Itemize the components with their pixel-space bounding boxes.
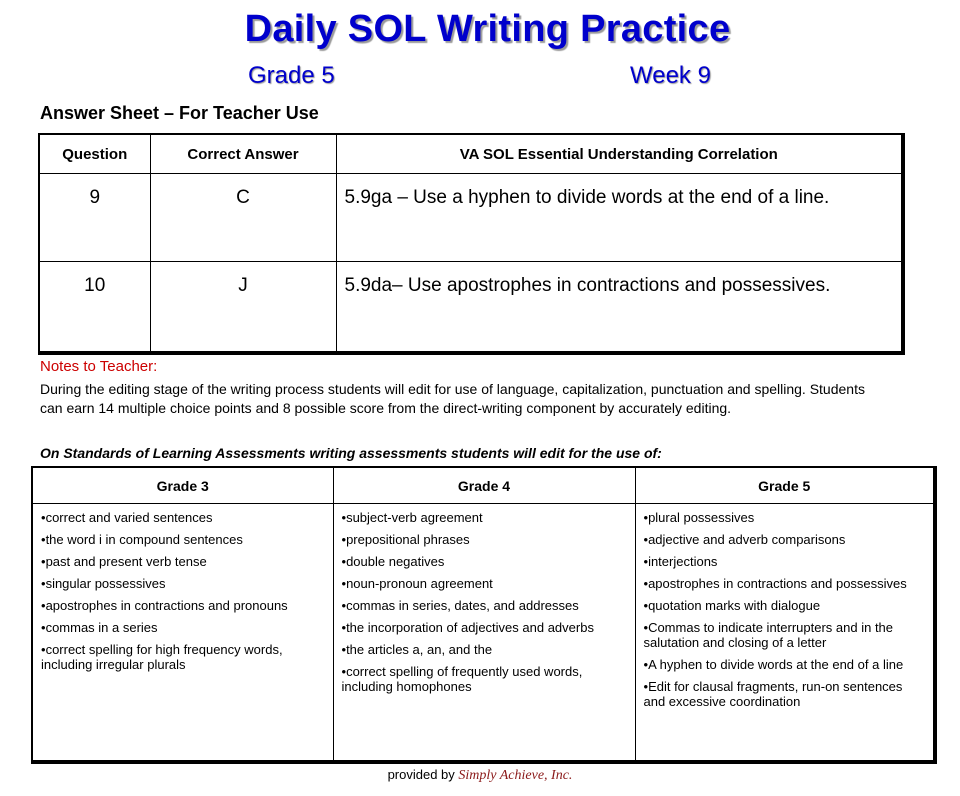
sol-correlation: 5.9da– Use apostrophes in contractions and possessives. — [336, 262, 903, 353]
table-row — [39, 174, 903, 262]
question-number: 10 — [39, 262, 150, 353]
list-item: • commas in a series — [41, 620, 327, 635]
correct-answer: J — [150, 262, 336, 353]
list-item: • prepositional phrases — [342, 532, 629, 547]
list-item: • correct spelling for high frequency words, including irregular plurals — [41, 642, 327, 672]
list-item: • the articles a, an, and the — [342, 642, 629, 657]
list-item: • double negatives — [342, 554, 629, 569]
list-item: • correct spelling of frequently used words, including homophones — [342, 664, 629, 694]
notes-emphasis: On Standards of Learning Assessments writing assessments students will edit for the use of: — [40, 445, 662, 461]
page-title: Daily SOL Writing Practice — [244, 8, 731, 50]
header-grade-5: Grade 5 — [635, 467, 935, 504]
list-item: • the word i in compound sentences — [41, 532, 327, 547]
header-question: Question — [39, 134, 150, 174]
list-item: • plural possessives — [644, 510, 928, 525]
list-item: • interjections — [644, 554, 928, 569]
list-item: • correct and varied sentences — [41, 510, 327, 525]
notes-text: During the editing stage of the writing process students will edit for use of language, capitalization, punctuation and spelling. Students can earn 14 multiple choice points and 8 possible score from the direct-writing component by accurately editing. — [40, 381, 865, 416]
list-item: • adjective and adverb comparisons — [644, 532, 928, 547]
grade-table-header-row — [32, 467, 935, 504]
list-item: • subject-verb agreement — [342, 510, 629, 525]
grade-3-skills — [32, 504, 333, 763]
correct-answer: C — [150, 174, 336, 262]
question-number: 9 — [39, 174, 150, 262]
list-item: • commas in series, dates, and addresses — [342, 598, 629, 613]
week-label: Week 9 — [630, 62, 711, 89]
grade-5-skills — [635, 504, 935, 763]
footer-credit — [0, 767, 960, 784]
footer-brand: Simply Achieve, Inc. — [458, 768, 573, 783]
list-item: • A hyphen to divide words at the end of a line — [644, 657, 928, 672]
grade-skills-table — [31, 466, 937, 764]
notes-label: Notes to Teacher: — [40, 358, 158, 375]
list-item: • Edit for clausal fragments, run-on sentences and excessive coordination — [644, 679, 928, 709]
table-row — [39, 262, 903, 353]
grade-4-skills — [333, 504, 635, 763]
list-item: • apostrophes in contractions and possessives — [644, 576, 928, 591]
list-item: • apostrophes in contractions and pronouns — [41, 598, 327, 613]
footer-prefix: provided by — [387, 767, 455, 782]
grade-label: Grade 5 — [248, 62, 335, 89]
list-item: • Commas to indicate interrupters and in the salutation and closing of a letter — [644, 620, 928, 650]
header-correct-answer: Correct Answer — [150, 134, 336, 174]
list-item: • the incorporation of adjectives and adverbs — [342, 620, 629, 635]
header-grade-4: Grade 4 — [333, 467, 635, 504]
answer-table-header-row — [39, 134, 903, 174]
table-row — [32, 504, 935, 763]
answer-sheet-subtitle: Answer Sheet – For Teacher Use — [40, 103, 319, 123]
header-grade-3: Grade 3 — [32, 467, 333, 504]
sol-correlation: 5.9ga – Use a hyphen to divide words at the end of a line. — [336, 174, 903, 262]
answer-table — [38, 133, 905, 355]
list-item: • past and present verb tense — [41, 554, 327, 569]
header-correlation: VA SOL Essential Understanding Correlation — [336, 134, 903, 174]
list-item: • noun-pronoun agreement — [342, 576, 629, 591]
list-item: • quotation marks with dialogue — [644, 598, 928, 613]
list-item: • singular possessives — [41, 576, 327, 591]
